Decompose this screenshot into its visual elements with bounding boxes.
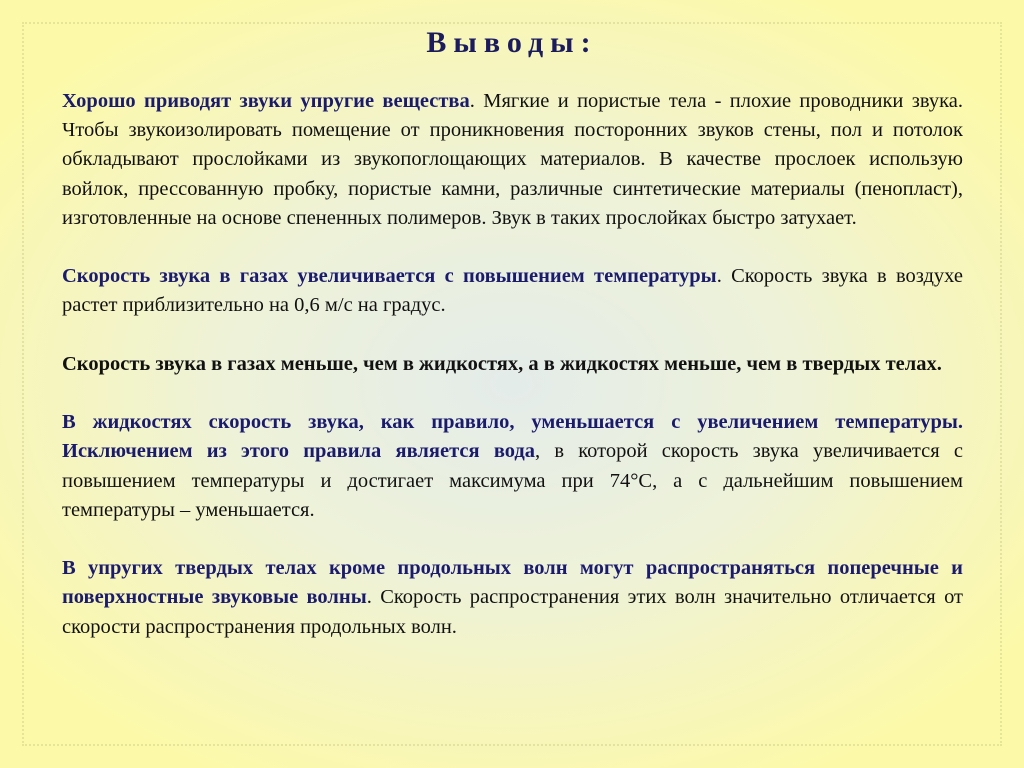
paragraph-text: . Мягкие и пористые тела - плохие проводники звука. Чтобы звукоизолировать помещение от проникновения посторонних звуков стены, пол и потолок обкладывают прослойками из звукопоглощающих материалов. В качестве прослоек использую войлок, прессованную пробку, пористые камни, различные синтетические материалы (пенопласт), изготовленные на основе спененных полимеров. Звук в таких прослойках быстро затухает. <box>62 90 963 229</box>
paragraph-solid-waves <box>62 554 963 642</box>
paragraph-elastic-substances <box>62 87 963 233</box>
slide-title: Выводы: <box>426 26 598 59</box>
paragraph-gas-speed-temperature <box>62 262 963 320</box>
paragraph-highlight: В жидкостях скорость звука, как правило, уменьшается с увеличением температуры. Исключением из этого правила является вода <box>62 411 963 463</box>
paragraph-liquids-temperature <box>62 408 963 525</box>
paragraph-highlight: В упругих твердых телах кроме продольных волн могут распространяться поперечные и поверхностные звуковые волны <box>62 557 963 609</box>
paragraph-text: . Скорость распространения этих волн значительно отличается от скорости распространения продольных волн. <box>62 586 964 638</box>
paragraph-text: , в которой скорость звука увеличивается с повышением температуры и достигает максимума при 74°С, а с дальнейшим повышением температуры – уменьшается. <box>62 440 963 521</box>
paragraph-bold: Скорость звука в газах меньше, чем в жидкостях, а в жидкостях меньше, чем в твердых телах. <box>62 352 942 375</box>
paragraph-highlight: Скорость звука в газах увеличивается с повышением температуры <box>62 265 717 288</box>
paragraph-text: . Скорость звука в воздухе растет приблизительно на 0,6 м/с на градус. <box>62 265 963 317</box>
paragraph-speed-comparison <box>62 350 963 379</box>
slide-content <box>62 87 963 671</box>
paragraph-highlight: Хорошо приводят звуки упругие вещества <box>62 90 470 112</box>
